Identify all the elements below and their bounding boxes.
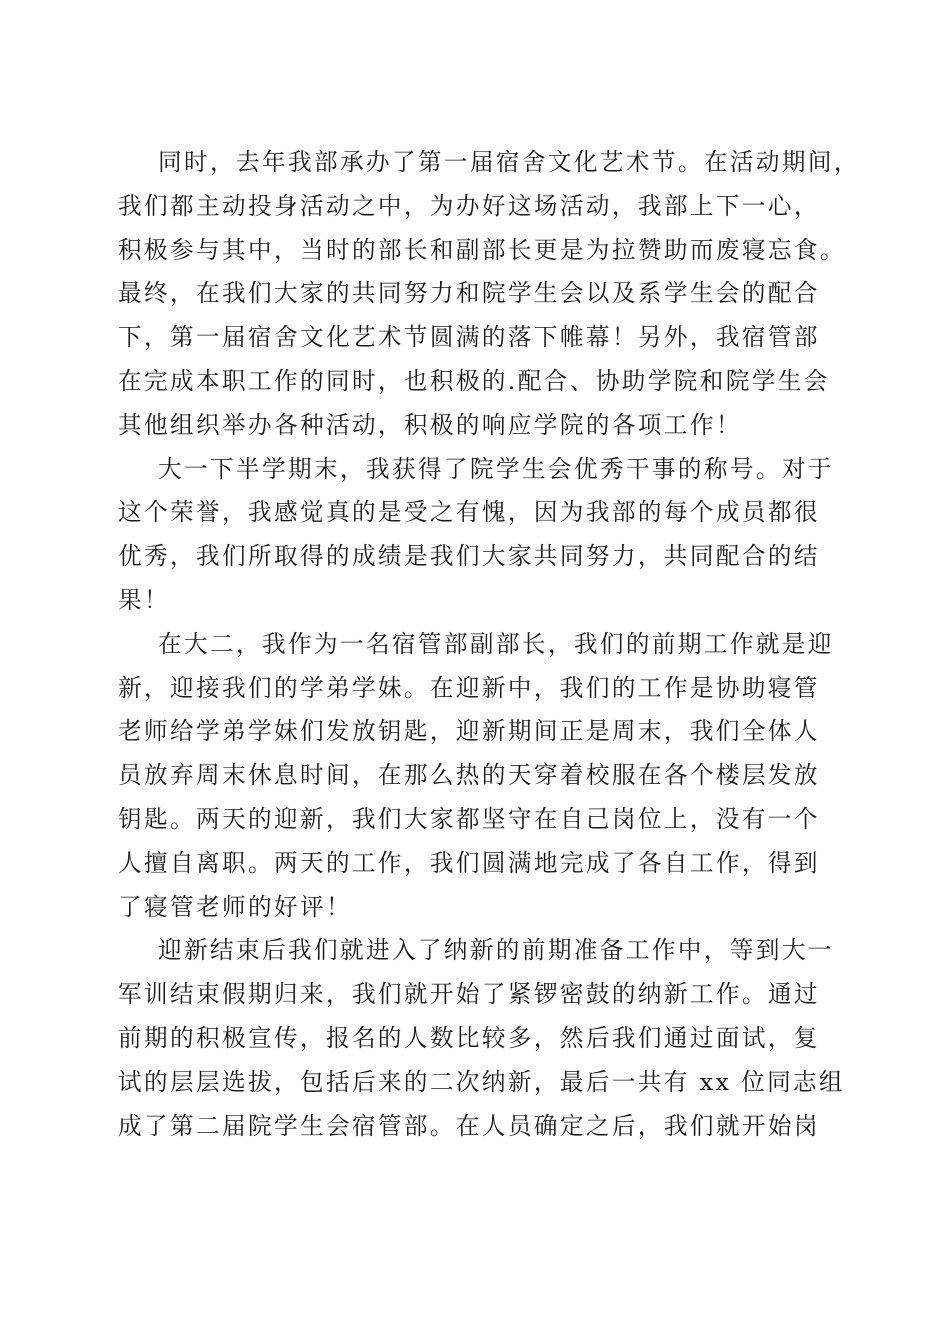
text-line: 新，迎接我们的学弟学妹。在迎新中，我们的工作是协助寝管 <box>118 673 820 702</box>
text-line: 同时，去年我部承办了第一届宿舍文化艺术节。在活动期间， <box>158 148 860 176</box>
text-line: 试的层层选拔，包括后来的二次纳新，最后一共有 xx 位同志组 <box>118 1067 846 1096</box>
text-line: 大一下半学期末，我获得了院学生会优秀干事的称号。对于 <box>158 454 834 483</box>
text-line: 优秀，我们所取得的成绩是我们大家共同努力，共同配合的结 <box>118 542 820 571</box>
text-line: 迎新结束后我们就进入了纳新的前期准备工作中，等到大一 <box>158 936 834 965</box>
text-line: 员放弃周末休息时间，在那么热的天穿着校服在各个楼层发放 <box>118 761 820 790</box>
text-line: 了寝管老师的好评！ <box>118 892 352 921</box>
text-line: 在完成本职工作的同时，也积极的.配合、协助学院和院学生会 <box>118 366 830 395</box>
text-line: 果！ <box>118 585 170 614</box>
text-line: 其他组织举办各种活动，积极的响应学院的各项工作！ <box>118 410 742 439</box>
text-line: 钥匙。两天的迎新，我们大家都坚守在自己岗位上，没有一个 <box>118 804 820 833</box>
text-line: 下，第一届宿舍文化艺术节圆满的落下帷幕！另外，我宿管部 <box>118 323 820 352</box>
text-line: 前期的积极宣传，报名的人数比较多，然后我们通过面试，复 <box>118 1023 820 1052</box>
text-line: 最终，在我们大家的共同努力和院学生会以及系学生会的配合 <box>118 279 820 308</box>
text-line: 积极参与其中，当时的部长和副部长更是为拉赞助而废寝忘食。 <box>118 235 846 264</box>
text-line: 军训结束假期归来，我们就开始了紧锣密鼓的纳新工作。通过 <box>118 980 820 1009</box>
text-line: 成了第二届院学生会宿管部。在人员确定之后，我们就开始岗 <box>118 1111 820 1140</box>
text-line: 人擅自离职。两天的工作，我们圆满地完成了各自工作，得到 <box>118 848 820 877</box>
text-line: 这个荣誉，我感觉真的是受之有愧，因为我部的每个成员都很 <box>118 498 820 527</box>
text-line: 在大二，我作为一名宿管部副部长，我们的前期工作就是迎 <box>158 629 834 658</box>
text-line: 老师给学弟学妹们发放钥匙，迎新期间正是周末，我们全体人 <box>118 717 820 746</box>
body-text <box>118 141 860 1148</box>
text-line: 我们都主动投身活动之中，为办好这场活动，我部上下一心， <box>118 191 820 220</box>
